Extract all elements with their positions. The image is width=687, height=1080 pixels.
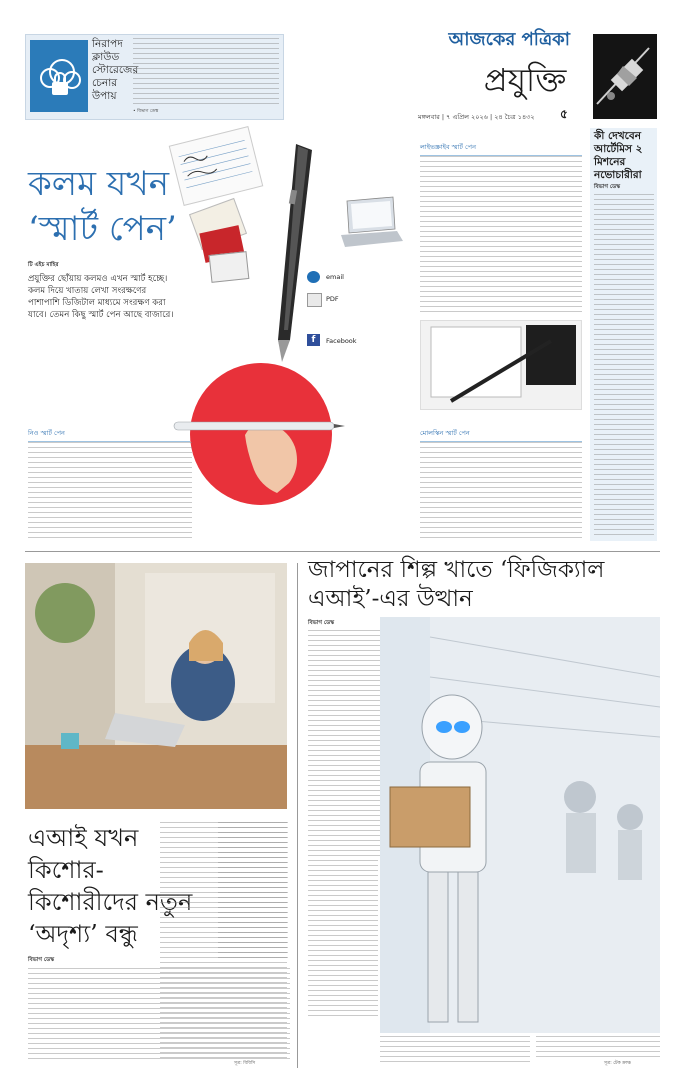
artemis-byline: বিভাগ ডেস্ক	[594, 184, 621, 190]
white-smart-pen-image	[170, 418, 345, 432]
cloud-box-author: • বিভাগ ডেস্ক	[133, 109, 159, 114]
section-neo: নিও স্মার্ট পেন	[28, 428, 190, 442]
robot-factory-photo	[380, 617, 660, 1033]
japan-ai-body-4	[536, 1036, 660, 1058]
black-smart-pen-image	[250, 140, 340, 370]
woman-laptop-photo	[25, 563, 287, 809]
japan-ai-body-3	[380, 1036, 530, 1064]
section-title: প্রযুক্তি	[483, 61, 567, 99]
smart-pen-headline-2: ‘স্মার্ট পেন’	[28, 209, 177, 249]
teen-ai-byline: বিভাগ ডেস্ক	[28, 957, 55, 963]
livescribe-body	[420, 156, 582, 314]
teen-ai-source: সূত্র: বিবিসি	[234, 1061, 256, 1066]
artemis-headline: কী দেখবেন আর্টেমিস ২ মিশনের নভোচারীরা	[594, 130, 643, 181]
japan-ai-source: সূত্র: টেক ক্রাঞ্চ	[604, 1061, 632, 1066]
share-facebook-label: Facebook	[326, 337, 357, 345]
japan-ai-byline: বিভাগ ডেস্ক	[308, 620, 335, 626]
paper-name: আজকের পত্রিকা	[448, 29, 570, 50]
moleskine-body	[420, 442, 582, 540]
smart-pen-intro: প্রযুক্তির ছোঁয়ায় কলমও এখন স্মার্ট হচ্ছে। কলম দিয়ে খাতায় লেখা সংরক্ষণের পাশাপাশি ডিজিটাল মাধ্যমে সংরক্ষণ করা যাবে। তেমন কিছু স্মার্ট পেন আছে বাজারে।	[28, 274, 174, 320]
date-line: মঙ্গলবার | ৭ এপ্রিল ২০২৬ | ২৪ চৈত্র ১৪৩২	[418, 113, 535, 121]
teen-ai-headline: এআই যখন কিশোর-কিশোরীদের নতুন ‘অদৃশ্য’ বন্ধু	[28, 824, 193, 948]
space-capsule-photo	[593, 34, 657, 119]
japan-ai-body-2	[308, 860, 378, 1020]
cloud-box-title: নিরাপদ ক্লাউড স্টোরেজের চেনার উপায়	[92, 38, 139, 102]
japan-ai-headline: জাপানের শিল্প খাতে ‘ফিজিক্যাল এআই’-এর উত্থান	[308, 557, 605, 612]
page-number: ৫	[560, 107, 568, 121]
moleskine-pen-photo	[420, 320, 582, 410]
teen-ai-body-3	[218, 822, 288, 962]
neo-body	[28, 442, 192, 540]
horizontal-divider	[25, 551, 660, 552]
vertical-divider	[297, 563, 298, 1068]
email-icon	[307, 271, 320, 283]
facebook-icon: f	[307, 334, 320, 346]
share-pdf-label: PDF	[326, 295, 339, 303]
pdf-icon	[307, 293, 322, 307]
cloud-lock-icon	[30, 40, 88, 112]
section-moleskine: মোলস্কিন স্মার্ট পেন	[420, 428, 582, 442]
book-collage-image	[190, 195, 250, 285]
share-email-label: email	[326, 273, 344, 281]
cloud-box-body	[133, 38, 279, 106]
laptop-image	[335, 195, 405, 255]
artemis-body	[594, 194, 654, 537]
smart-pen-headline-1: কলম যখন	[28, 164, 170, 204]
smart-pen-byline: টি এইচ মাহির	[28, 262, 59, 268]
section-livescribe: লাইভস্ক্রাইব স্মার্ট পেন	[420, 142, 582, 156]
